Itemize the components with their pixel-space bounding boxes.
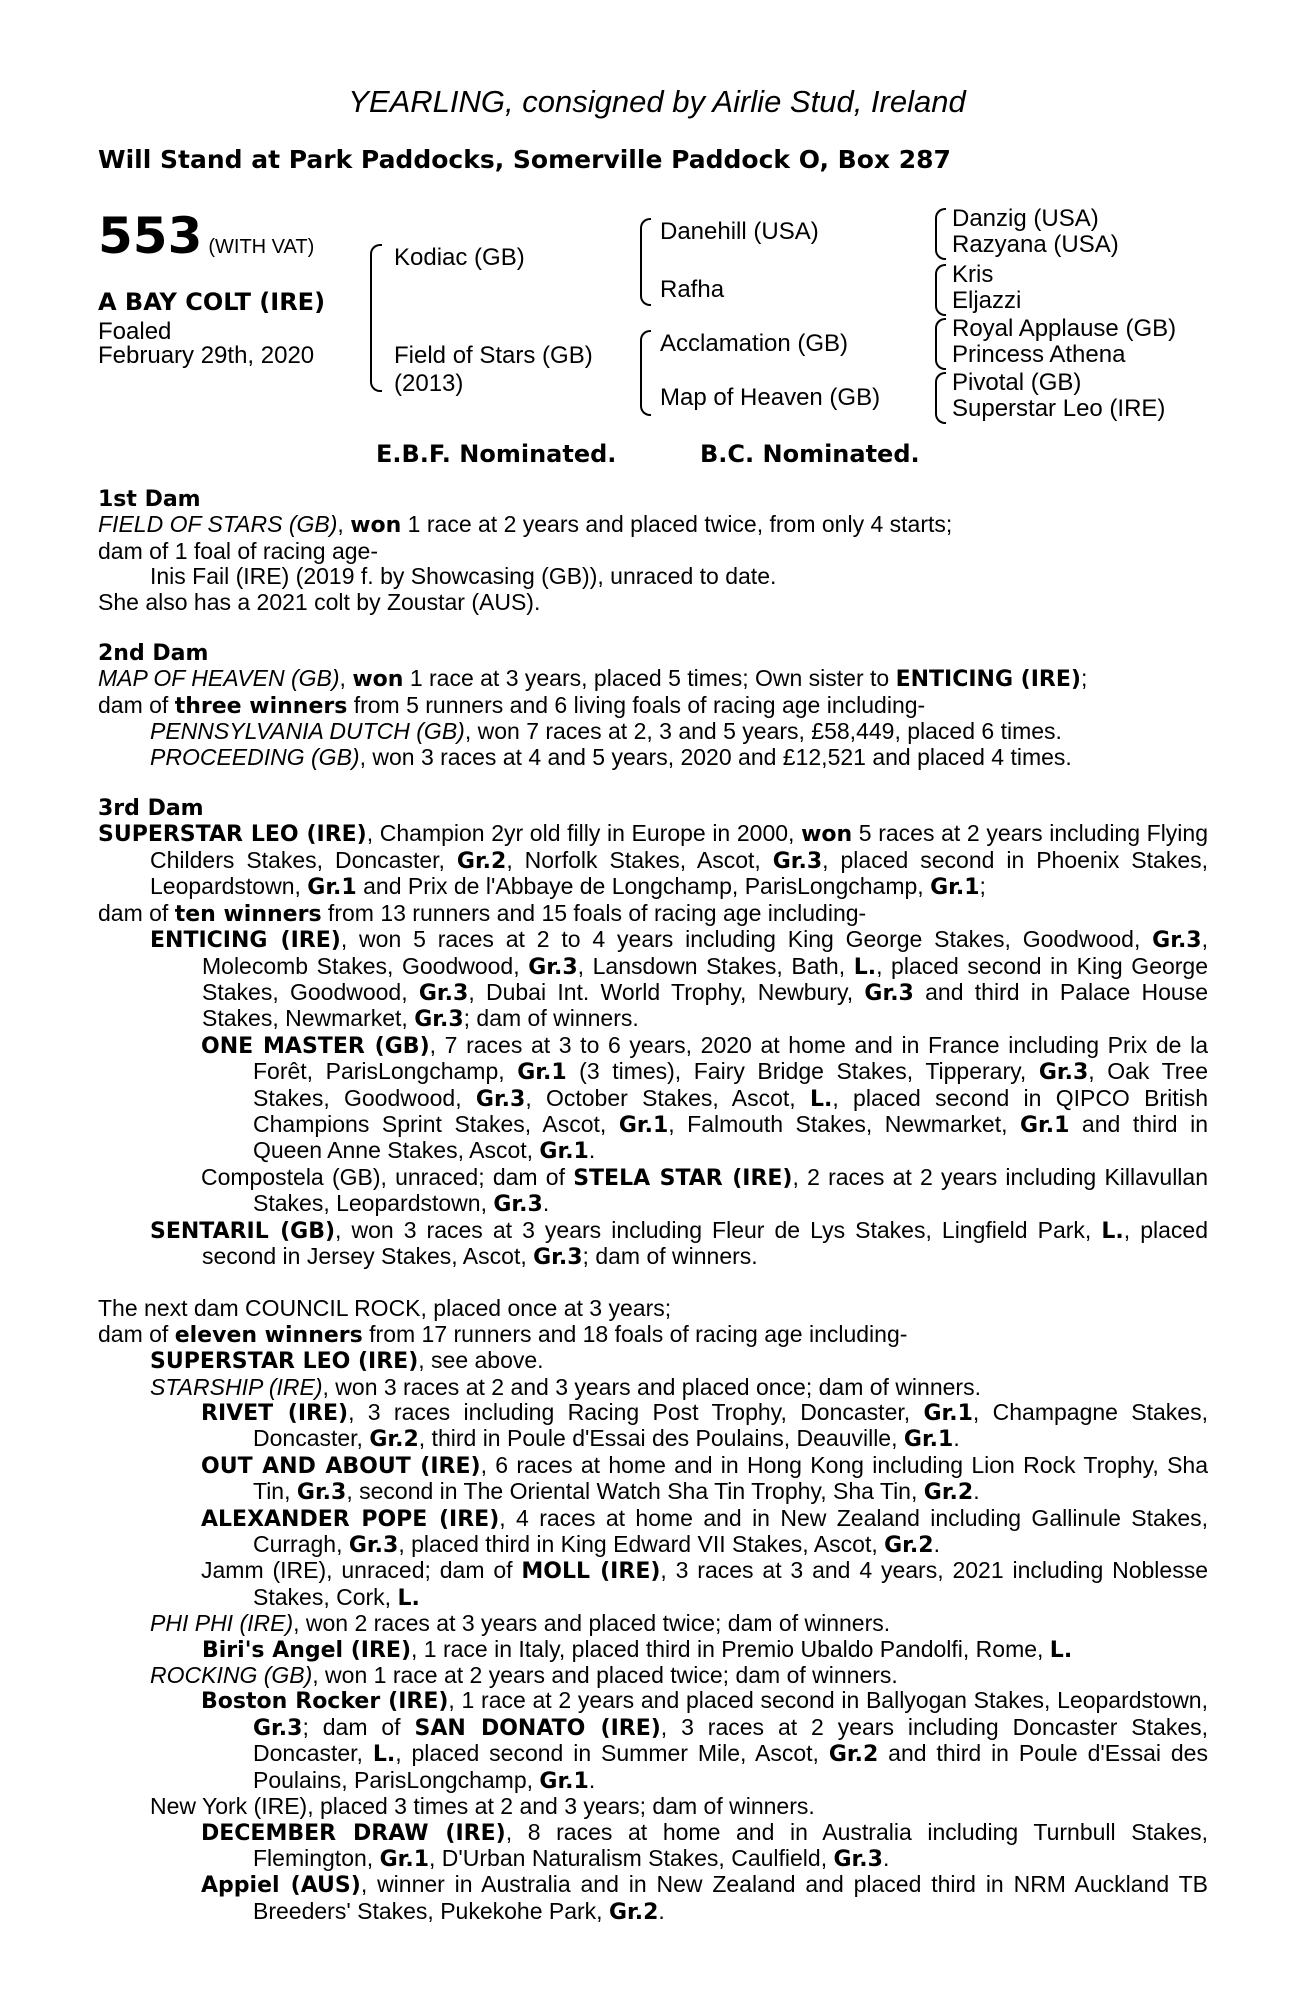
text: , 3 races at 2 years including Doncaster Stakes, Doncaster, bbox=[253, 1713, 1209, 1767]
text: , Champion 2yr old filly in Europe in 2000, bbox=[366, 820, 802, 847]
produce-entry bbox=[98, 1506, 1208, 1559]
ancestor-6: Princess Athena bbox=[952, 341, 1126, 368]
produce-entry bbox=[98, 1165, 1208, 1218]
pedigree-notes bbox=[98, 487, 1208, 1925]
grade: L. bbox=[1049, 1637, 1073, 1663]
produce-entry bbox=[98, 1348, 1208, 1374]
grade: Gr.3 bbox=[493, 1192, 543, 1218]
consignment-line: YEARLING, consigned by Airlie Stud, Ireland bbox=[348, 84, 966, 119]
horse-name: ENTICING (IRE) bbox=[150, 928, 341, 954]
ancestor-3: Kris bbox=[952, 261, 994, 288]
produce-entry bbox=[98, 719, 1208, 744]
grade: Gr.2 bbox=[369, 1427, 419, 1453]
winners-count: eleven winners bbox=[174, 1322, 363, 1348]
text: , placed second in King George Stakes, Goodwood, bbox=[202, 952, 1209, 1005]
text: , won 3 races at 2 and 3 years and placed once; dam of winners. bbox=[322, 1373, 981, 1400]
ancestor-8: Superstar Leo (IRE) bbox=[952, 395, 1166, 422]
text: ; dam of bbox=[302, 1713, 415, 1740]
horse-name: ALEXANDER POPE (IRE) bbox=[201, 1506, 500, 1532]
horse-name: Appiel (AUS) bbox=[201, 1873, 361, 1899]
text: , Oak Tree Stakes, Goodwood, bbox=[253, 1058, 1209, 1111]
race-record: 1 race at 2 years and placed twice, from only 4 starts; bbox=[401, 511, 953, 538]
text: , October Stakes, Ascot, bbox=[525, 1084, 810, 1111]
text: , placed third in King Edward VII Stakes, Ascot, bbox=[398, 1531, 885, 1558]
text: . bbox=[588, 1137, 596, 1164]
horse-name: OUT AND ABOUT (IRE) bbox=[201, 1453, 481, 1479]
text: ; dam of winners. bbox=[463, 1005, 639, 1032]
text: (3 times), Fairy Bridge Stakes, Tipperary, bbox=[566, 1058, 1039, 1085]
text: and third in Queen Anne Stakes, Ascot, bbox=[253, 1110, 1208, 1164]
produce-entry bbox=[98, 927, 1208, 1033]
first-dam-heading: 1st Dam bbox=[98, 487, 201, 512]
grade: Gr.3 bbox=[348, 1533, 399, 1559]
text: Jamm (IRE), unraced; dam of bbox=[201, 1557, 522, 1584]
text: , 4 races at home and in New Zealand including Gallinule Stakes, Curragh, bbox=[253, 1504, 1209, 1558]
produce-entry bbox=[98, 1375, 1208, 1400]
dam-name: MAP OF HEAVEN (GB) bbox=[98, 665, 340, 692]
horse-name: PHI PHI (IRE) bbox=[150, 1610, 294, 1637]
text: . bbox=[588, 1766, 596, 1793]
text: , Lansdown Stakes, Bath, bbox=[577, 952, 854, 979]
text: . bbox=[953, 1425, 960, 1452]
foaled-label: Foaled bbox=[98, 318, 172, 345]
text: , placed second in QIPCO British Champions Sprint Stakes, Ascot, bbox=[253, 1084, 1208, 1137]
grade: L. bbox=[372, 1742, 396, 1768]
horse-name: SUPERSTAR LEO (IRE) bbox=[150, 1349, 419, 1375]
text: . bbox=[882, 1844, 890, 1871]
dam: Field of Stars (GB) bbox=[394, 342, 593, 369]
text: and third in Poule d'Essai des Poulains, ParisLongchamp, bbox=[253, 1740, 1208, 1793]
text: dam of bbox=[98, 1320, 175, 1347]
winners-count: ten winners bbox=[174, 901, 322, 927]
sire-sire: Danehill (USA) bbox=[660, 218, 819, 245]
third-dam-line bbox=[98, 821, 1208, 900]
ancestor-4: Eljazzi bbox=[952, 287, 1022, 314]
text: , Champagne Stakes, Doncaster, bbox=[253, 1399, 1208, 1452]
produce-entry bbox=[98, 1611, 1208, 1636]
produce-entry bbox=[98, 745, 1208, 770]
brace-sire bbox=[640, 218, 651, 306]
horse-name: STELA STAR (IRE) bbox=[573, 1165, 793, 1191]
grade: Gr.1 bbox=[903, 1427, 954, 1453]
next-dam-intro: The next dam COUNCIL ROCK, placed once at 3 years; bbox=[98, 1295, 672, 1322]
ancestor-5: Royal Applause (GB) bbox=[952, 315, 1177, 342]
third-dam-heading: 3rd Dam bbox=[98, 796, 204, 822]
grade: Gr.3 bbox=[475, 1086, 526, 1112]
brace-g3 bbox=[935, 318, 946, 370]
lot-header bbox=[98, 207, 314, 265]
sire-dam: Rafha bbox=[660, 276, 725, 303]
horse-name: PROCEEDING (GB) bbox=[150, 743, 360, 770]
text: , Norfolk Stakes, Ascot, bbox=[506, 846, 773, 873]
brace-g1 bbox=[935, 208, 946, 260]
grade: Gr.3 bbox=[296, 1480, 347, 1506]
produce-entry bbox=[98, 1820, 1208, 1873]
horse-name: PENNSYLVANIA DUTCH (GB) bbox=[150, 718, 465, 745]
grade: Gr.1 bbox=[618, 1112, 669, 1138]
produce-entry bbox=[98, 1663, 1208, 1688]
text: , Dubai Int. World Trophy, Newbury, bbox=[468, 978, 865, 1005]
text: , winner in Australia and in New Zealand and placed third in NRM Auckland TB Breeders' Stakes, Pukekohe Park, bbox=[253, 1871, 1208, 1924]
text: ; dam of winners. bbox=[582, 1242, 758, 1269]
brace-gen1 bbox=[370, 244, 382, 392]
first-dam-produce: Inis Fail (IRE) (2019 f. by Showcasing (GB)), unraced to date. bbox=[150, 563, 777, 590]
grade: Gr.3 bbox=[1152, 928, 1202, 954]
text: , see above. bbox=[418, 1347, 544, 1374]
produce-entry bbox=[98, 1033, 1208, 1165]
horse-name: STARSHIP (IRE) bbox=[150, 1373, 323, 1400]
grade: Gr.3 bbox=[833, 1846, 883, 1872]
second-dam-line: MAP OF HEAVEN (GB), won 1 race at 3 years, placed 5 times; Own sister to ENTICING (IRE); bbox=[98, 665, 1088, 693]
text: dam of bbox=[98, 691, 175, 718]
grade: Gr.1 bbox=[923, 1401, 973, 1426]
first-dam-note: She also has a 2021 colt by Zoustar (AUS). bbox=[98, 588, 541, 615]
horse-name: MOLL (IRE) bbox=[521, 1559, 661, 1585]
grade: Gr.1 bbox=[539, 1768, 589, 1794]
produce-entry bbox=[98, 1558, 1208, 1611]
text: , 1 race in Italy, placed third in Premio Ubaldo Pandolfi, Rome, bbox=[411, 1635, 1050, 1662]
text: from 17 runners and 18 foals of racing age including- bbox=[362, 1320, 908, 1347]
text: ; bbox=[979, 873, 986, 900]
race-record: 1 race at 3 years, placed 5 times; Own sister to bbox=[403, 665, 896, 692]
text: . bbox=[973, 1478, 980, 1505]
text: , 2 races at 2 years including Killavullan Stakes, Leopardstown, bbox=[253, 1163, 1208, 1217]
text: , 3 races including Racing Post Trophy, Doncaster, bbox=[348, 1399, 924, 1425]
first-dam-line: FIELD OF STARS (GB), won 1 race at 2 years and placed twice, from only 4 starts; bbox=[98, 511, 953, 539]
grade: Gr.3 bbox=[414, 1007, 464, 1033]
grade: Gr.1 bbox=[307, 875, 357, 901]
stand-location: Will Stand at Park Paddocks, Somerville Paddock O, Box 287 bbox=[98, 145, 951, 174]
text: , won 2 races at 3 years and placed twice; dam of winners. bbox=[293, 1610, 891, 1637]
sister-name: ENTICING (IRE) bbox=[895, 667, 1081, 693]
ebf-nomination: E.B.F. Nominated. bbox=[376, 440, 617, 468]
ancestor-1: Danzig (USA) bbox=[952, 205, 1099, 232]
text: , 1 race at 2 years and placed second in Ballyogan Stakes, Leopardstown, bbox=[448, 1687, 1208, 1714]
text: . bbox=[658, 1897, 665, 1924]
grade: Gr.3 bbox=[253, 1715, 303, 1741]
third-dam-foals bbox=[98, 901, 1208, 927]
text: , 6 races at home and in Hong Kong including Lion Rock Trophy, Sha Tin, bbox=[253, 1451, 1208, 1505]
horse-name: ONE MASTER (GB) bbox=[201, 1033, 430, 1059]
text: , Molecomb Stakes, Goodwood, bbox=[202, 926, 1208, 979]
produce-entry bbox=[98, 1453, 1208, 1506]
text: , won 1 race at 2 years and placed twice; dam of winners. bbox=[312, 1662, 898, 1689]
text: dam of bbox=[98, 899, 175, 926]
text: , placed second in Summer Mile, Ascot, bbox=[395, 1740, 829, 1767]
lot-number: 553 bbox=[98, 207, 203, 265]
text: , third in Poule d'Essai des Poulains, Deauville, bbox=[418, 1425, 904, 1452]
horse-name: Biri's Angel (IRE) bbox=[202, 1637, 412, 1663]
dam-sire: Acclamation (GB) bbox=[660, 330, 849, 357]
dam-year: (2013) bbox=[394, 370, 464, 397]
text: and Prix de l'Abbaye de Longchamp, ParisLongchamp, bbox=[356, 873, 931, 900]
won-label: won bbox=[352, 667, 404, 693]
brace-dam bbox=[640, 330, 651, 416]
race-record: , won 7 races at 2, 3 and 5 years, £58,449, placed 6 times. bbox=[464, 718, 1062, 745]
text: from 5 runners and 6 living foals of racing age including- bbox=[347, 691, 926, 718]
brace-g4 bbox=[935, 372, 946, 424]
text: , 3 races at 3 and 4 years, 2021 including Noblesse Stakes, Cork, bbox=[253, 1557, 1208, 1610]
text: , second in The Oriental Watch Sha Tin Trophy, Sha Tin, bbox=[346, 1478, 924, 1505]
text: 5 races at 2 years including Flying Childers Stakes, Doncaster, bbox=[150, 820, 1208, 873]
grade: Gr.1 bbox=[539, 1139, 589, 1165]
horse-name: Boston Rocker (IRE) bbox=[201, 1689, 449, 1715]
text: . bbox=[542, 1190, 550, 1217]
second-dam-foals bbox=[98, 693, 1208, 719]
dam-name: FIELD OF STARS (GB) bbox=[98, 511, 338, 538]
first-dam-foals: dam of 1 foal of racing age- bbox=[98, 537, 378, 564]
horse-name: RIVET (IRE) bbox=[201, 1401, 349, 1426]
produce-entry: New York (IRE), placed 3 times at 2 and 3 years; dam of winners. bbox=[150, 1793, 815, 1820]
ancestor-7: Pivotal (GB) bbox=[952, 369, 1082, 396]
grade: Gr.1 bbox=[517, 1060, 567, 1086]
text: , won 5 races at 2 to 4 years including King George Stakes, Goodwood, bbox=[340, 926, 1153, 953]
next-dam-foals bbox=[98, 1322, 1208, 1348]
lot-description: A BAY COLT (IRE) bbox=[98, 288, 326, 316]
race-record: , won 3 races at 4 and 5 years, 2020 and £12,521 and placed 4 times. bbox=[359, 743, 1072, 770]
grade: Gr.1 bbox=[379, 1846, 429, 1872]
produce-entry bbox=[98, 1218, 1208, 1271]
grade: Gr.2 bbox=[923, 1480, 974, 1506]
grade: L. bbox=[809, 1086, 833, 1112]
produce-entry bbox=[98, 1872, 1208, 1925]
text: , placed second in Jersey Stakes, Ascot, bbox=[202, 1216, 1208, 1269]
dam-dam: Map of Heaven (GB) bbox=[660, 384, 881, 411]
text: , placed second in Phoenix Stakes, Leopardstown, bbox=[150, 846, 1208, 900]
grade: Gr.3 bbox=[772, 848, 823, 874]
text: , won 3 races at 3 years including Fleur de Lys Stakes, Lingfield Park, bbox=[335, 1216, 1102, 1243]
horse-name: SUPERSTAR LEO (IRE) bbox=[98, 822, 367, 848]
horse-name: SENTARIL (GB) bbox=[150, 1218, 336, 1244]
grade: L. bbox=[1101, 1218, 1124, 1244]
grade: Gr.3 bbox=[418, 980, 469, 1006]
text: , 8 races at home and in Australia including Turnbull Stakes, Flemington, bbox=[253, 1818, 1208, 1871]
grade: Gr.2 bbox=[884, 1533, 934, 1559]
won-label: won bbox=[801, 822, 853, 848]
bc-nomination: B.C. Nominated. bbox=[700, 440, 920, 468]
brace-g2 bbox=[935, 264, 946, 316]
produce-entry bbox=[98, 1688, 1208, 1794]
text: , 7 races at 3 to 6 years, 2020 at home and in France including Prix de la Forêt, ParisLongchamp, bbox=[253, 1031, 1208, 1085]
grade: Gr.1 bbox=[1019, 1112, 1070, 1138]
text: . bbox=[933, 1531, 940, 1558]
text: , D'Urban Naturalism Stakes, Caulfield, bbox=[429, 1844, 834, 1871]
grade: Gr.2 bbox=[828, 1742, 879, 1768]
grade: Gr.2 bbox=[456, 848, 507, 874]
produce-entry bbox=[98, 1637, 1208, 1663]
text: , Falmouth Stakes, Newmarket, bbox=[668, 1110, 1020, 1137]
horse-name: DECEMBER DRAW (IRE) bbox=[201, 1820, 506, 1846]
text: and third in Palace House Stakes, Newmarket, bbox=[202, 978, 1209, 1032]
produce-entry bbox=[98, 1400, 1208, 1453]
won-label: won bbox=[350, 513, 402, 539]
ancestor-2: Razyana (USA) bbox=[952, 231, 1119, 258]
grade: Gr.3 bbox=[528, 954, 578, 980]
vat-note: (WITH VAT) bbox=[208, 236, 315, 258]
sire: Kodiac (GB) bbox=[394, 244, 525, 271]
horse-name: ROCKING (GB) bbox=[150, 1662, 313, 1689]
foaled-date: February 29th, 2020 bbox=[98, 342, 315, 369]
grade: Gr.3 bbox=[1038, 1060, 1089, 1086]
text: Compostela (GB), unraced; dam of bbox=[201, 1163, 574, 1190]
grade: Gr.3 bbox=[533, 1244, 583, 1270]
grade: L. bbox=[853, 954, 877, 980]
grade: L. bbox=[397, 1585, 420, 1611]
grade: Gr.2 bbox=[608, 1899, 659, 1925]
text: from 13 runners and 15 foals of racing age including- bbox=[321, 899, 867, 926]
winners-count: three winners bbox=[174, 693, 348, 719]
horse-name: SAN DONATO (IRE) bbox=[414, 1715, 661, 1741]
grade: Gr.3 bbox=[864, 980, 914, 1006]
second-dam-heading: 2nd Dam bbox=[98, 641, 209, 667]
grade: Gr.1 bbox=[930, 875, 980, 901]
